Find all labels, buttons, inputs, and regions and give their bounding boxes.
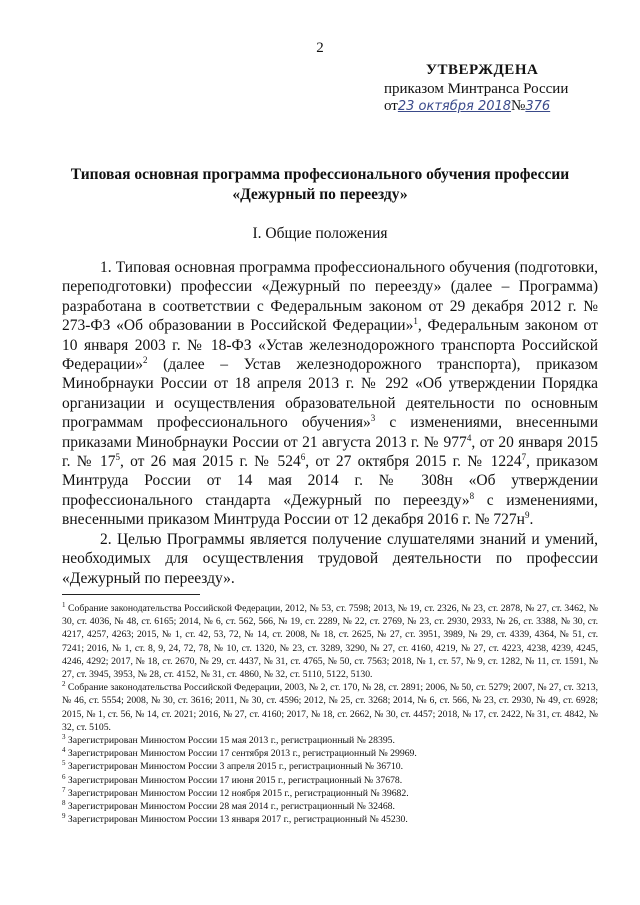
- footnote-ref: 6: [300, 451, 306, 462]
- footnote-number: 6: [62, 772, 66, 781]
- footnote-number: 7: [62, 785, 66, 794]
- paragraph-1: 1. Типовая основная программа профессионального обучения (подготовки, переподготовки) профессии «Дежурный по переезду» (далее – Программа) разработана в соответствии с Федеральным законом от 29 декабря 2012 г. № 273-ФЗ «Об образовании в Российской Федерации»$^1$, Федеральным законом от 10 января 2003 г. № 18-ФЗ «Устав железнодорожного транспорта Российской Федерации»$^2$ (далее – Устав железнодорожного транспорта), приказом Минобрнауки России от 18 апреля 2013 г. № 292 «Об утверждении Порядка организации и осуществления образовательной деятельности по основным программам профессионального обучения»$^3$ с изменениями, внесенными приказами Минобрнауки России от 21 августа 2013 г. № $977^4$, от 20 января 2015 г. № $17^5$, от 26 мая 2015 г. № $524^6$, от 27 октября 2015 г. № 1224$^7$, приказом Минтруда России от 14 мая 2014 г. № 308н «Об утверждении профессионального стандарта «Дежурный по переезду»$^8$ с изменениями, внесенными приказом Минтруда России от 12 декабря 2016 г. № $727н^9$.: [62, 259, 599, 529]
- footnote-ref: 3: [370, 413, 376, 424]
- handwritten-date: 23 октября 2018: [397, 99, 512, 114]
- footnote-number: 4: [62, 746, 66, 754]
- footnote-ref: 7: [521, 451, 527, 462]
- footnote-number: 9: [62, 812, 66, 821]
- footnote-ref: 5: [115, 451, 121, 462]
- date-prefix: от: [384, 98, 398, 114]
- footnote-ref: 1: [413, 316, 418, 327]
- footnote-ref: 2: [142, 354, 148, 365]
- approval-status: УТВЕРЖДЕНА: [426, 62, 539, 78]
- footnote: $^5$ Зарегистрирован Минюстом России 3 апреля 2015 г., регистрационный № 36710.: [62, 759, 404, 773]
- approval-block: [384, 62, 604, 115]
- approval-date-line: [384, 98, 604, 115]
- footnote: $^8$ Зарегистрирован Минюстом России 28 мая 2014 г., регистрационный № 32468.: [62, 798, 395, 813]
- footnote: $^9$ Зарегистрирован Минюстом России 13 января 2017 г., регистрационный № 45230.: [62, 812, 408, 826]
- footnotes: [62, 602, 598, 826]
- document-title: Типовая основная программа профессионального обучения профессии «Дежурный по переезду»: [70, 166, 570, 203]
- footnote: $^6$ Зарегистрирован Минюстом России 17 июня 2015 г., регистрационный № 37678.: [62, 772, 403, 786]
- footnote-number: 8: [62, 798, 66, 807]
- footnote-separator: [62, 594, 200, 595]
- footnote: $^1$ Собрание законодательства Российской Федерации, 2012, № 53, ст. 7598; 2013, № 19, ст. 2326, № 23, ст. 2878, № 27, ст. 3462, № 30, ст. 4036, № 48, ст. 6165; 2014, № 6, ст. 562, 566, № 19, ст. 2289, № 22, ст. 2769, № 23, ст. 2930, 2933, № 26, ст. 3388, № 30, ст. 4217, 4257, 4263; 2015, № 1, ст. 42, 53, 72, № 14, ст. 2008, № 18, ст. 2625, № 27, ст. 3951, 3989, № 29, ст. 4339, 4364, № 51, ст. 7241; 2016, № 1, ст. 8, 9, 24, 72, 78, № 10, ст. 1320, № 23, ст. 3289, 3290, № 27, ст. 4160, 4219, № 27, ст. 4223, 4238, 4239, 4245, 4246, 4292; 2017, № 18, ст. 2670, № 29, ст. 4437, № 31, ст. 4765, № 50, ст. 7563; 2018, № 1, ст. 57, № 9, ст. 1282, № 11, ст. 1591, № 27, ст. 3945, 3953, № 28, ст. 4152, № 31, ст. 4860, № 32, ст. 5110, 5122, 5130.: [62, 600, 598, 681]
- section-heading: I. Общие положения: [252, 225, 388, 242]
- approval-authority: приказом Минтранса России: [384, 81, 569, 97]
- footnote-number: 1: [62, 600, 66, 609]
- footnote: $^7$ Зарегистрирован Минюстом России 12 ноября 2015 г., регистрационный № 39682.: [62, 785, 409, 799]
- footnote-ref: 9: [524, 510, 530, 521]
- footnote: $^3$ Зарегистрирован Минюстом России 15 мая 2013 г., регистрационный № 28395.: [62, 732, 395, 747]
- number-prefix: №: [511, 98, 526, 114]
- page-number: 2: [316, 40, 324, 56]
- footnote-number: 5: [62, 759, 66, 768]
- paragraph-2: 2. Целью Программы является получение слушателями знаний и умений, необходимых для осуществления трудовой деятельности по профессии «Дежурный по переезду».: [62, 530, 598, 587]
- footnote-number: 3: [62, 732, 66, 741]
- document-body: [62, 258, 598, 588]
- footnote-ref: 8: [469, 490, 475, 501]
- footnote-number: 2: [62, 679, 66, 688]
- footnote: $^2$ Собрание законодательства Российской Федерации, 2003, № 2, ст. 170, № 28, ст. 2891; 2006, № 50, ст. 5279; 2007, № 27, ст. 3213, № 46, ст. 5554; 2008, № 30, ст. 3616; 2011, № 30, ст. 4596; 2012, № 25, ст. 3268; 2014, № 6, ст. 566, № 23, ст. 2930, № 49, ст. 6928; 2015, № 1, ст. 56, № 14, ст. 2021; 2016, № 27, ст. 4160; 2017, № 18, ст. 2662, № 30, ст. 4457; 2018, № 17, ст. 2422, № 31, ст. 4842, № 32, ст. 5105.: [62, 679, 598, 733]
- handwritten-number: 376: [525, 99, 551, 114]
- footnote: $^4$ Зарегистрирован Минюстом России 17 сентября 2013 г., регистрационный № 29969.: [62, 746, 417, 760]
- footnote-ref: 4: [466, 432, 472, 443]
